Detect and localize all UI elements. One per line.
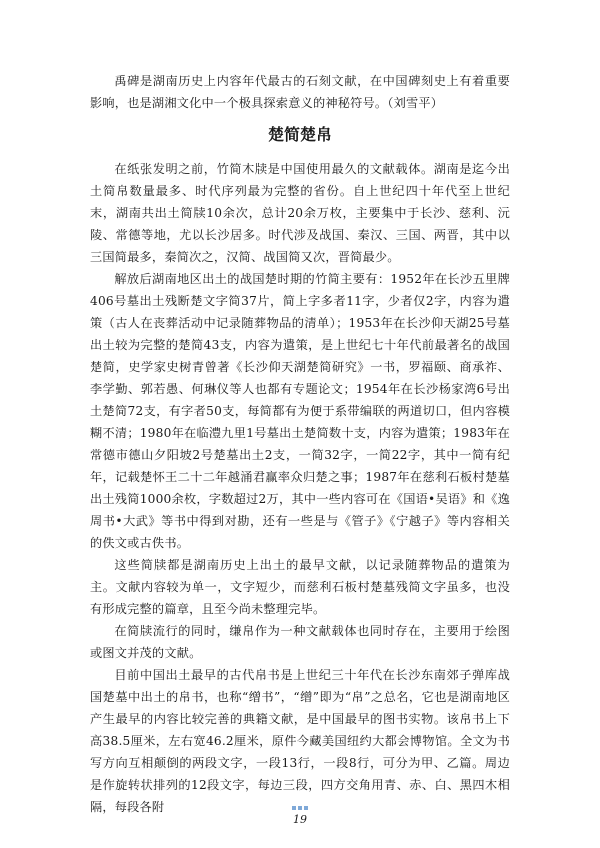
footer-dot (298, 806, 302, 810)
body-paragraph-3: 这些简牍都是湖南历史上出土的最早文献，以记录随葬物品的遣策为主。文献内容较为单一，文字短少，而慈利石板村楚墓残简文字虽多，也没有形成完整的篇章，且至今尚未整理完毕。 (90, 558, 510, 616)
body-paragraph-5: 目前中国出土最早的古代帛书是上世纪三十年代在长沙东南郊子弹库战国楚墓中出土的帛书，也称“缯书”，“缯”即为“帛”之总名，它也是湖南地区产生最早的内容比较完善的典籍文献，是中国最早的图书实物。该帛书上下高38.5厘米，左右宽46.2厘米，原件今藏美国纽约大都会博物馆。全文为书写方向互相颠倒的两段文字，一段13行，一段8行，可分为甲、乙篇。周边是作旋转状排列的12段文字，每边三段，四方交角用青、赤、白、黑四木相隔，每段各附 (90, 668, 510, 814)
page-content (90, 70, 510, 818)
page-number: 19 (293, 813, 307, 826)
body-paragraph-2: 解放后湖南地区出土的战国楚时期的竹简主要有：1952年在长沙五里牌406号墓出土残断楚文字简37片，简上字多者11字，少者仅2字，内容为遣策（古人在丧葬活动中记录随葬物品的清单）；1953年在长沙仰天湖25号墓出土较为完整的楚简43支，内容为遣策，是上世纪七十年代前最著名的战国楚简，史学家史树青曾著《长沙仰天湖楚简研究》一书，罗福颐、商承祚、李学勤、郭若愚、何琳仪等人也都有专题论文；1954年在长沙杨家湾6号出土楚简72支，有字者50支，每简都有为便于系带编联的两道切口，但内容模糊不清；1980年在临澧九里1号墓出土楚简数十支，内容为遣策；1983年在常德市德山夕阳坡2号楚墓出土2支，一简32字，一简22字，其中一简有纪年，记载楚怀王二十二年越涌君赢率众归楚之事；1987年在慈利石板村楚墓出土残简1000余枚，字数超过2万，其中一些内容可在《国语•吴语》和《逸周书•大武》等书中得到对勘，还有一些是与《管子》《宁越子》等内容相关的佚文或古佚书。 (90, 272, 510, 550)
body-paragraph-4: 在简牍流行的同时，缣帛作为一种文献载体也同时存在，主要用于绘图或图文并茂的文献。 (90, 624, 510, 660)
footer-dot (292, 806, 296, 810)
section-title: 楚简楚帛 (267, 125, 332, 144)
footer-dot (304, 806, 308, 810)
footer-dots-ornament (0, 805, 600, 811)
page-footer (0, 805, 600, 826)
body-paragraph-1: 在纸张发明之前，竹简木牍是中国使用最久的文献载体。湖南是迄今出土简帛数量最多、时代序列最为完整的省份。自上世纪四十年代至上世纪末，湖南共出土简牍10余次，总计20余万枚，主要集中于长沙、慈利、沅陵、常德等地，尤以长沙居多。时代涉及战国、秦汉、三国、两晋，其中以三国简最多，秦简次之，汉简、战国简又次，晋简最少。 (90, 162, 510, 264)
intro-paragraph: 禹碑是湖南历史上内容年代最古的石刻文献，在中国碑刻史上有着重要影响，也是湖湘文化中一个极具探索意义的神秘符号。（刘雪平） (90, 74, 510, 110)
